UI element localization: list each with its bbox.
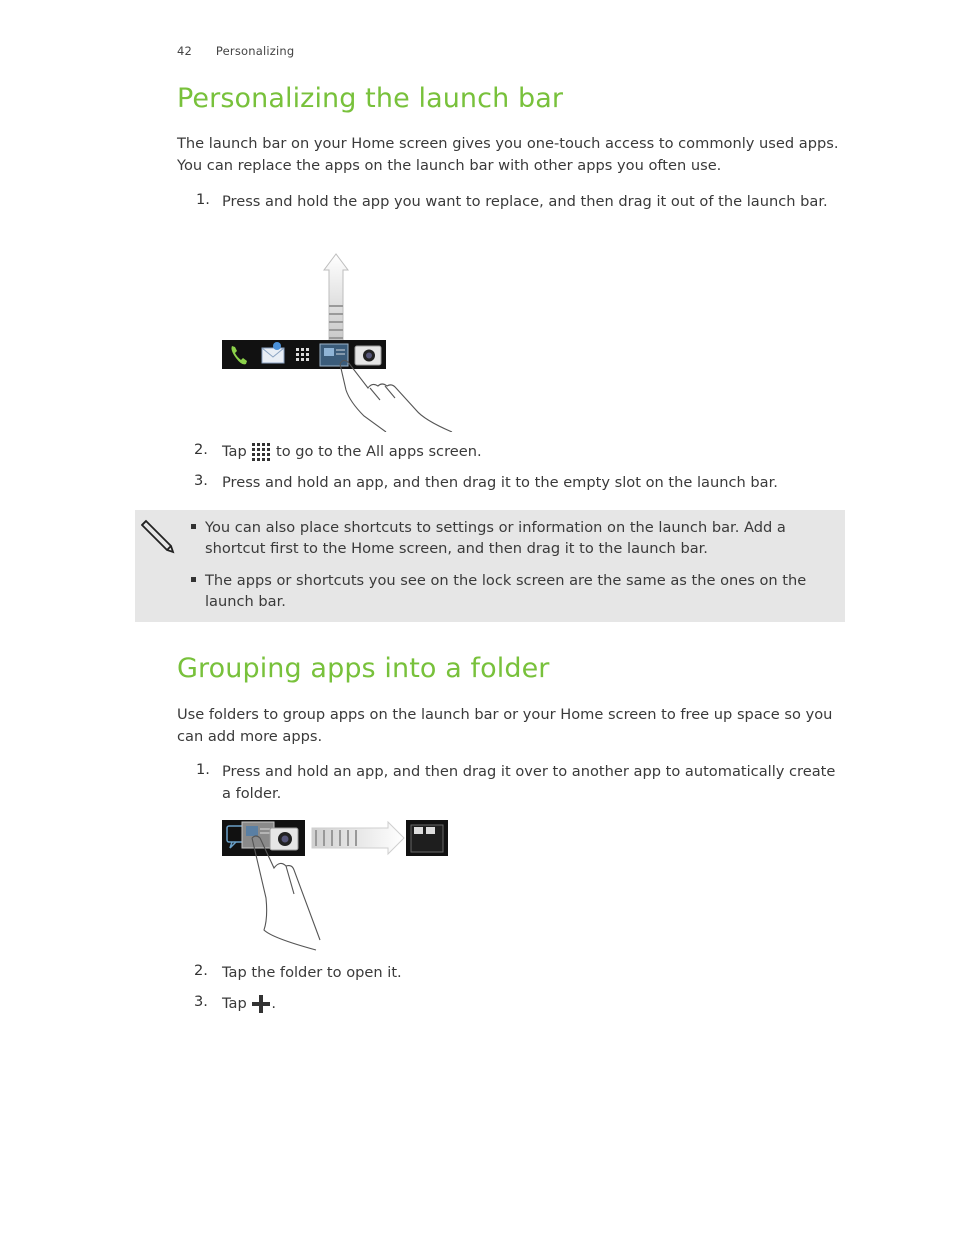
- gallery-icon: [242, 822, 274, 848]
- step-number: 3.: [194, 472, 208, 489]
- launch-bar-drag-illustration: [220, 252, 460, 432]
- gallery-icon: [320, 344, 348, 366]
- section-title-folders: Grouping apps into a folder: [177, 653, 550, 684]
- step-number: 1.: [196, 191, 210, 208]
- step-text-post: to go to the All apps screen.: [276, 443, 482, 460]
- step-text: Press and hold an app, and then drag it over to another app to automatically create a folder.: [222, 763, 836, 802]
- bullet: [191, 577, 196, 582]
- plus-icon: [251, 994, 271, 1014]
- intro-paragraph: Use folders to group apps on the launch bar or your Home screen to free up space so you can add more apps.: [177, 706, 833, 745]
- section-title-launch-bar: Personalizing the launch bar: [177, 83, 564, 114]
- hand-icon: [340, 360, 452, 432]
- step-text: Press and hold the app you want to replace, and then drag it out of the launch bar.: [222, 193, 828, 210]
- all-apps-grid-icon: [251, 443, 271, 461]
- step-text-post: .: [271, 995, 276, 1012]
- step-number: 1.: [196, 761, 210, 778]
- intro-paragraph: The launch bar on your Home screen gives you one-touch access to commonly used apps. You can replace the apps on the launch bar with other apps you often use.: [177, 135, 839, 174]
- bullet: [191, 524, 196, 529]
- pencil-note-icon: [141, 518, 177, 554]
- step-number: 2.: [194, 441, 208, 458]
- running-header: [177, 44, 294, 58]
- camera-icon: [355, 346, 381, 365]
- note-item: The apps or shortcuts you see on the lock screen are the same as the ones on the launch bar.: [205, 572, 807, 610]
- folder-icon: [406, 820, 448, 856]
- all-apps-icon: [296, 348, 309, 361]
- step-text: Tap the folder to open it.: [222, 964, 402, 981]
- step-text-pre: Tap: [222, 995, 247, 1012]
- step-text: [222, 993, 842, 1015]
- note-item: You can also place shortcuts to settings or information on the launch bar. Add a shortcut first to the Home screen, and then drag it to the launch bar.: [205, 519, 786, 557]
- drag-up-arrow-icon: [324, 254, 348, 342]
- camera-icon: [270, 828, 298, 850]
- create-folder-illustration: [220, 818, 452, 952]
- page-number: 42: [177, 44, 193, 58]
- step-number: 3.: [194, 993, 208, 1010]
- step-text: Press and hold an app, and then drag it to the empty slot on the launch bar.: [222, 474, 778, 491]
- section-name: Personalizing: [215, 44, 295, 58]
- step-text: [222, 441, 842, 463]
- drag-right-arrow-icon: [312, 822, 404, 854]
- step-number: 2.: [194, 962, 208, 979]
- step-text-pre: Tap: [222, 443, 247, 460]
